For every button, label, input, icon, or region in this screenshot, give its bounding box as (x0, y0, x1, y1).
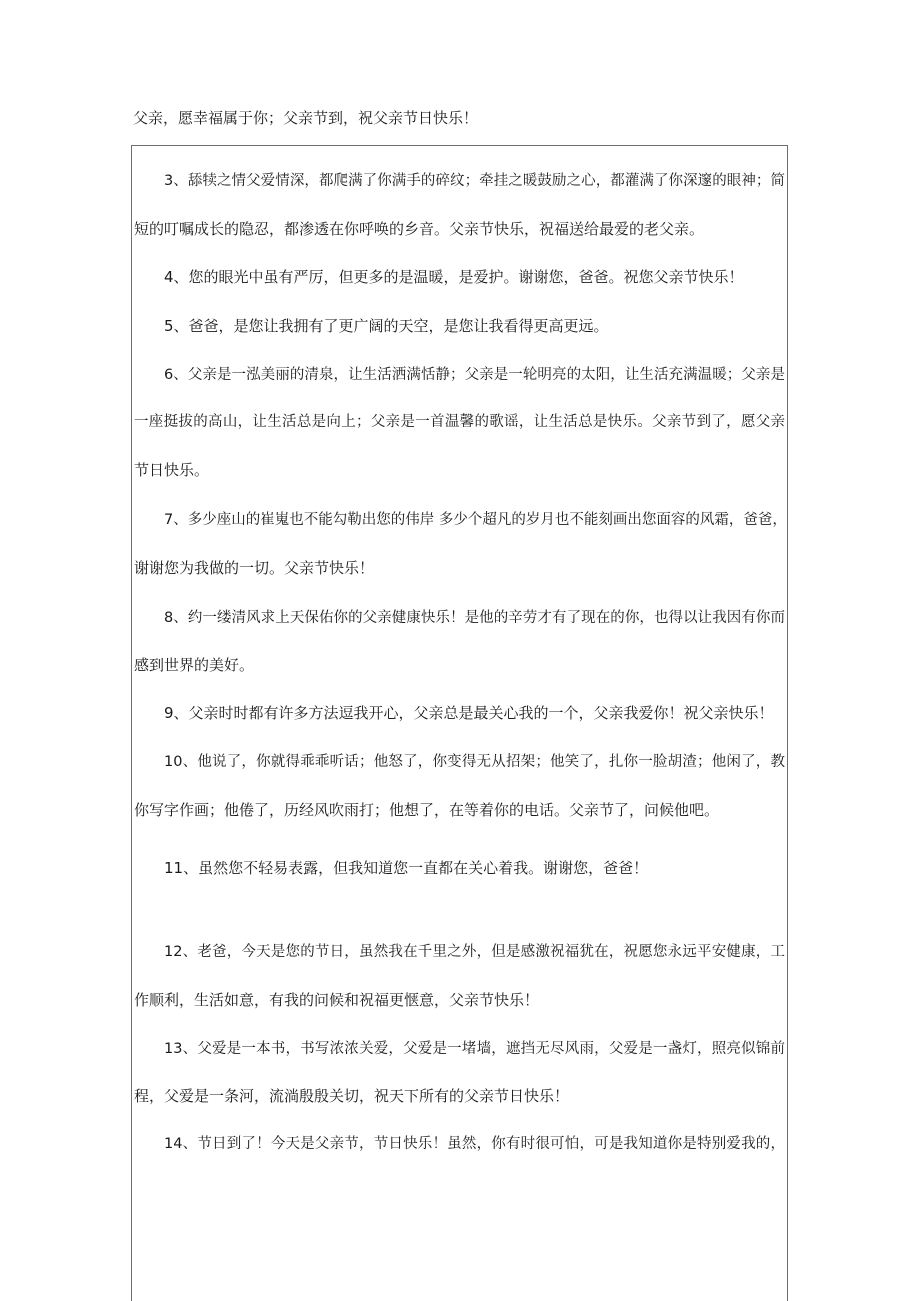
p13-line-1: 13、父爱是一本书，书写浓浓关爱，父爱是一堵墙，遮挡无尽风雨，父爱是一盏灯，照亮似锦前 (164, 1041, 785, 1057)
p14-line-1: 14、节日到了！今天是父亲节，节日快乐！虽然，你有时很可怕，可是我知道你是特别爱我的， (164, 1136, 785, 1152)
p7-line-1: 7、多少座山的崔嵬也不能勾勒出您的伟岸 多少个超凡的岁月也不能刻画出您面容的风霜，爸爸， (164, 512, 787, 528)
p12-line-1: 12、老爸，今天是您的节日，虽然我在千里之外，但是感激祝福犹在，祝愿您永远平安健康，工 (164, 944, 785, 960)
intro-line: 父亲，愿幸福属于你；父亲节到，祝父亲节日快乐！ (133, 109, 479, 127)
p6-line-2: 一座挺拔的高山，让生活总是向上；父亲是一首温馨的歌谣，让生活总是快乐。父亲节到了，愿父亲 (134, 414, 785, 430)
p10-line-2: 你写字作画；他倦了，历经风吹雨打；他想了，在等着你的电话。父亲节了，问候他吧。 (134, 801, 720, 819)
p8-line-2: 感到世界的美好。 (134, 656, 255, 674)
p5-line-1: 5、爸爸，是您让我拥有了更广阔的天空，是您让我看得更高更远。 (164, 317, 609, 335)
p12-line-2: 作顺利，生活如意，有我的问候和祝福更惬意，父亲节快乐！ (134, 991, 540, 1009)
p8-line-1: 8、约一缕清风求上天保佑你的父亲健康快乐！是他的辛劳才有了现在的你，也得以让我因有你而 (164, 610, 785, 626)
content-box (131, 145, 788, 1301)
p10-line-1: 10、他说了，你就得乖乖听话；他怒了，你变得无从招架；他笑了，扎你一脸胡渣；他闲了，教 (164, 754, 785, 770)
p6-line-1: 6、父亲是一泓美丽的清泉，让生活洒满恬静；父亲是一轮明亮的太阳，让生活充满温暖；父亲是 (164, 367, 785, 383)
p6-line-3: 节日快乐。 (134, 461, 210, 479)
p7-line-2: 谢谢您为我做的一切。父亲节快乐！ (134, 559, 375, 577)
p3-line-1: 3、舔犊之情父爱情深，都爬满了你满手的碎纹；牵挂之暖鼓励之心，都灌满了你深邃的眼神；简 (164, 173, 785, 189)
p4-line-1: 4、您的眼光中虽有严厉，但更多的是温暖，是爱护。谢谢您，爸爸。祝您父亲节快乐！ (164, 268, 744, 286)
p11-line-1: 11、虽然您不轻易表露，但我知道您一直都在关心着我。谢谢您，爸爸！ (164, 859, 649, 877)
p3-line-2: 短的叮嘱成长的隐忍，都渗透在你呼唤的乡音。父亲节快乐，祝福送给最爱的老父亲。 (134, 220, 705, 238)
p13-line-2: 程，父爱是一条河，流淌殷殷关切，祝天下所有的父亲节日快乐！ (134, 1087, 570, 1105)
p9-line-1: 9、父亲时时都有许多方法逗我开心，父亲总是最关心我的一个，父亲我爱你！祝父亲快乐！ (164, 704, 774, 722)
